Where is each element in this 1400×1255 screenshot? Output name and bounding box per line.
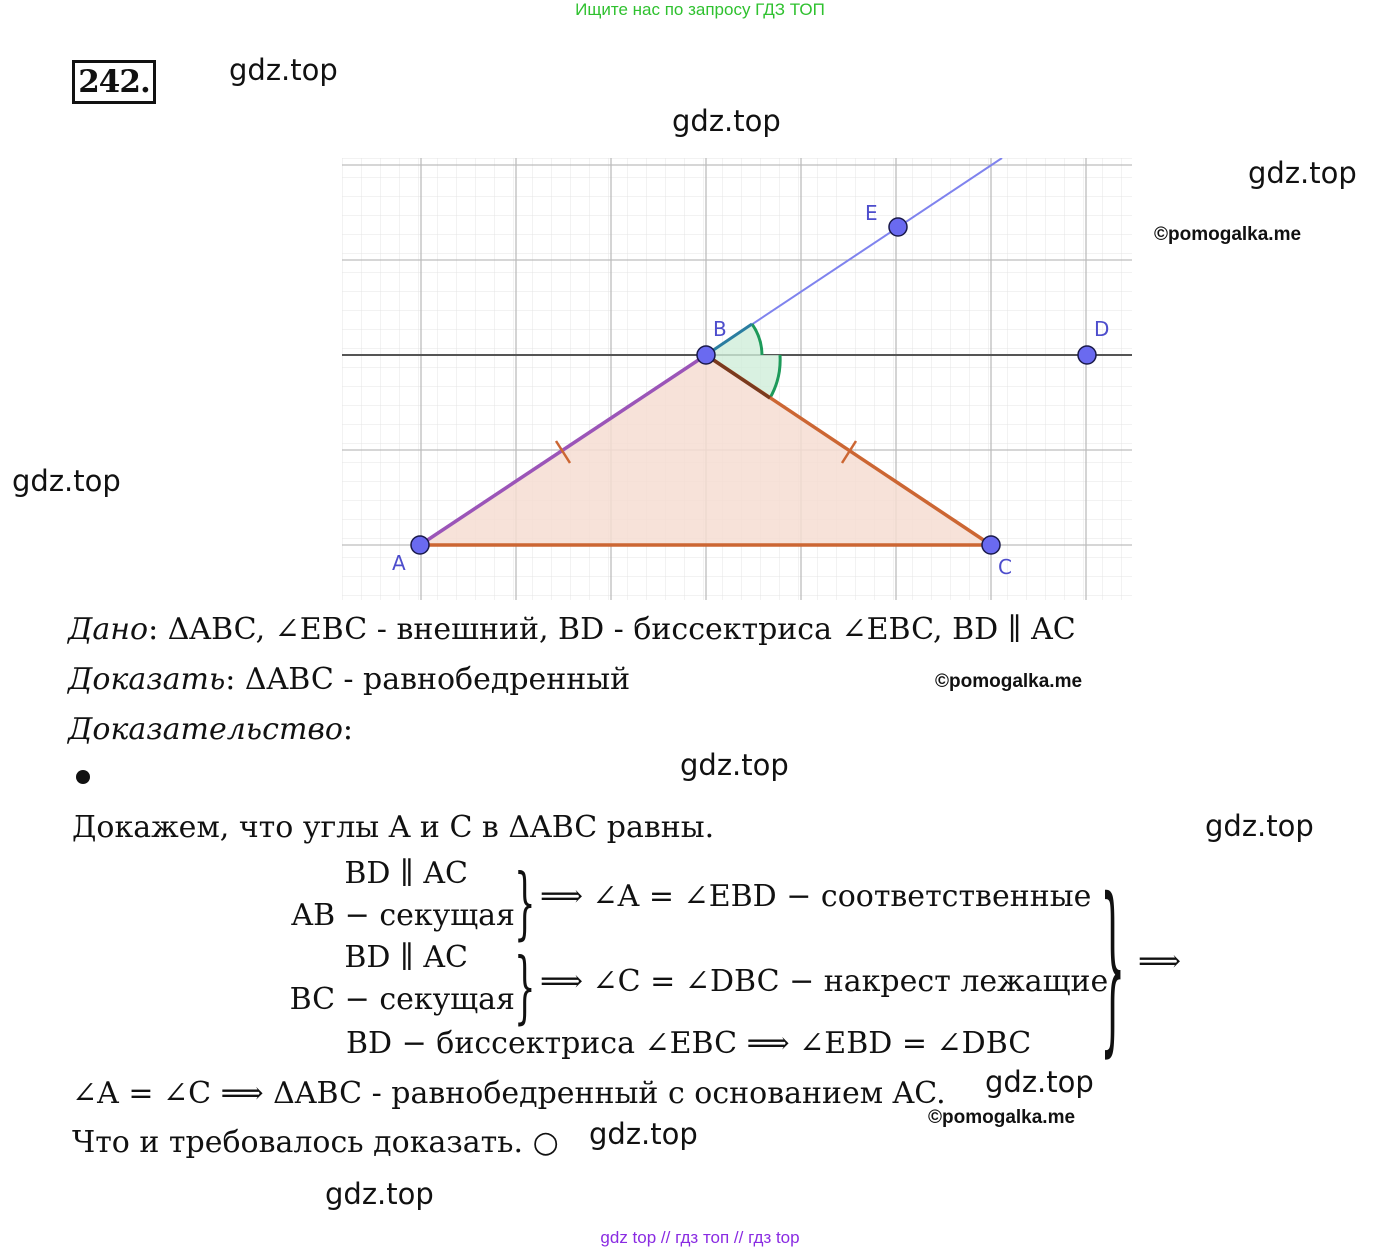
label-a: A: [392, 551, 406, 575]
conclusion: ∠A = ∠C ⟹ ΔABC - равнобедренный с основанием AC.: [72, 1076, 946, 1111]
given-line: [68, 612, 1076, 647]
sys1-result: ⟹ ∠A = ∠EBD − соответственные: [540, 879, 1092, 914]
proof-intro: Докажем, что углы A и C в ΔABC равны.: [72, 810, 715, 845]
given-text: : ΔABC, ∠EBC - внешний, BD - биссектриса ∠EBC, BD ∥ AC: [148, 612, 1076, 647]
top-banner: Ищите нас по запросу ГДЗ ТОП: [575, 0, 825, 19]
proof-colon: :: [342, 712, 354, 747]
bullet: [76, 770, 90, 784]
prove-text: : ΔABC - равнобедренный: [225, 662, 631, 697]
qed-line: Что и требовалось доказать. ○: [72, 1125, 559, 1160]
prove-line: [68, 662, 630, 697]
sys1-brace: }: [514, 858, 536, 950]
watermark: gdz.top: [680, 748, 789, 782]
watermark: gdz.top: [229, 53, 338, 87]
label-b: B: [713, 317, 727, 341]
watermark: gdz.top: [325, 1177, 434, 1211]
sys2-line1: BD ∥ AC: [344, 940, 468, 975]
point-a: [411, 536, 429, 554]
copyright: ©pomogalka.me: [935, 671, 1083, 692]
watermark: gdz.top: [1248, 156, 1357, 190]
copyright: ©pomogalka.me: [928, 1107, 1076, 1128]
label-d: D: [1094, 317, 1110, 341]
triangle-diagram: [342, 158, 1132, 600]
label-c: C: [998, 555, 1012, 579]
sys2-result: ⟹ ∠C = ∠DBC − накрест лежащие: [540, 964, 1109, 999]
sys1-line2: AB − секущая: [291, 898, 515, 933]
point-e: [889, 218, 907, 236]
proof-label: Доказательство: [68, 712, 343, 747]
footer-links[interactable]: gdz top // гдз топ // гдз top: [600, 1228, 800, 1247]
watermark: gdz.top: [672, 104, 781, 138]
watermark: gdz.top: [12, 464, 121, 498]
watermark: gdz.top: [985, 1065, 1094, 1099]
bisector-line: BD − биссектриса ∠EBC ⟹ ∠EBD = ∠DBC: [346, 1026, 1032, 1061]
label-e: E: [865, 201, 878, 225]
task-number: 242.: [72, 60, 156, 104]
big-brace: }: [1100, 864, 1126, 1076]
sys2-line2: BC − секущая: [289, 982, 515, 1017]
copyright: ©pomogalka.me: [1154, 224, 1302, 245]
proof-heading: [68, 712, 353, 747]
sys1-line1: BD ∥ AC: [344, 856, 468, 891]
prove-label: Доказать: [68, 662, 226, 697]
watermark: gdz.top: [589, 1117, 698, 1151]
point-d: [1078, 346, 1096, 364]
watermark: gdz.top: [1205, 809, 1314, 843]
sys2-brace: }: [514, 942, 536, 1034]
big-implies: ⟹: [1138, 944, 1182, 979]
given-label: Дано: [68, 612, 149, 647]
point-c: [982, 536, 1000, 554]
point-b: [697, 346, 715, 364]
